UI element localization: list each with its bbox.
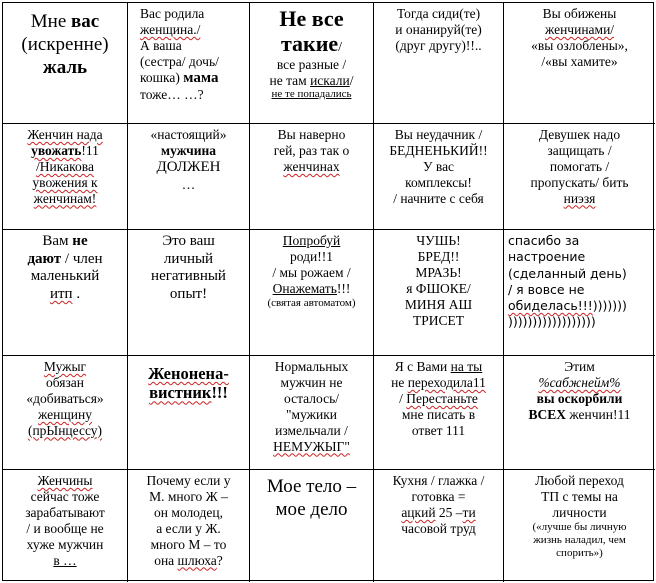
cell-text: зарабатывают	[25, 504, 105, 520]
cell-text: (прЫнцессу)	[27, 422, 103, 438]
cell-text: женчинам!	[33, 190, 97, 206]
cell-text: ВСЕХ женчин!11	[528, 406, 631, 422]
cell-text: У вас	[422, 158, 455, 174]
cell-text: «добиваться»	[26, 390, 104, 406]
cell-text: / Перестаньте	[399, 390, 478, 406]
cell-text: сейчас тоже	[30, 488, 100, 504]
cell-text: я ФШОКЕ/	[406, 280, 471, 296]
cell-text: /Никакова	[36, 158, 94, 174]
cell-text: ответ 111	[411, 422, 466, 438]
cell-text: гей, раз так о	[273, 142, 350, 158]
cell-text: спасибо за	[508, 233, 580, 248]
cell-text: такие/	[280, 31, 343, 57]
cell-text: мужчина	[160, 142, 217, 158]
cell-text: МРАЗЬ!	[415, 264, 462, 280]
cell-text: БРЕД!!	[417, 248, 460, 264]
cell-r1c1	[3, 3, 128, 124]
cell-r3c5	[504, 230, 655, 356]
cell-text: жизнь наладил, чем	[533, 533, 626, 546]
cell-text: %сабжнейм%	[538, 374, 621, 390]
cell-text: вы оскорбили	[536, 390, 623, 406]
cell-text: Вы наверно	[277, 127, 346, 142]
cell-text: обязан	[45, 374, 85, 390]
cell-r2c4	[374, 124, 504, 230]
cell-text: Любой переход	[535, 473, 624, 488]
cell-r5c5	[504, 470, 655, 582]
bingo-grid	[2, 2, 654, 581]
cell-text: Нормальных	[274, 359, 349, 374]
cell-r3c4	[374, 230, 504, 356]
cell-text: негативный	[151, 268, 226, 285]
cell-r2c2	[128, 124, 250, 230]
cell-text: БЕДНЕНЬКИЙ!!	[389, 142, 488, 158]
cell-r1c3	[250, 3, 374, 124]
cell-r5c4	[374, 470, 504, 582]
cell-text: личности	[552, 504, 607, 520]
cell-text: Вас родила	[140, 6, 205, 21]
cell-text: настроение	[508, 249, 586, 265]
cell-text: маленький	[30, 268, 100, 285]
cell-text: / я вовсе не	[508, 281, 585, 297]
cell-text: ниэзя	[563, 190, 596, 206]
cell-text: Вы обижены	[542, 6, 617, 21]
cell-text: "мужики	[286, 406, 337, 422]
cell-r4c2	[128, 356, 250, 470]
cell-text: «вы озлоблены»,	[531, 37, 628, 53]
cell-text: НЕМУЖЫГ"	[273, 438, 350, 454]
cell-text: помогать /	[549, 158, 610, 174]
cell-text: Кухня / глажка /	[392, 473, 485, 488]
cell-text: дают / член	[27, 250, 103, 267]
cell-text: и онанируй(те)	[395, 21, 482, 37]
cell-text: мое дело	[275, 498, 348, 520]
cell-text: М. много Ж –	[149, 488, 228, 504]
cell-text: женщина./	[140, 21, 201, 37]
cell-text: …	[181, 176, 196, 192]
cell-text: увожения к	[32, 174, 98, 190]
cell-text: опыт!	[169, 286, 208, 303]
cell-text: Мое тело –	[266, 476, 357, 497]
cell-text: «настоящий»	[150, 127, 227, 142]
cell-text: / начните с себя	[393, 190, 484, 206]
cell-r4c3	[250, 356, 374, 470]
cell-text: Женчины	[37, 473, 93, 488]
cell-text: роди!!1	[290, 248, 333, 264]
cell-text: / мы рожаем /	[272, 264, 351, 280]
cell-r2c5	[504, 124, 655, 230]
cell-text: Это ваш	[162, 233, 215, 249]
cell-text: вистник!!!	[149, 383, 228, 403]
cell-text: жаль	[42, 56, 88, 78]
cell-text: не переходила11	[391, 374, 486, 390]
cell-text: Попробуй	[282, 233, 341, 248]
cell-r5c1	[3, 470, 128, 582]
cell-text: не там искали/	[269, 72, 354, 88]
cell-text: готовка =	[411, 488, 466, 504]
cell-r2c3	[250, 124, 374, 230]
cell-text: пропускать/ бить	[530, 174, 629, 190]
cell-text: Мужыг	[43, 359, 87, 374]
cell-text: Вам не	[42, 233, 88, 249]
cell-r4c5	[504, 356, 655, 470]
cell-text: ТП с темы на	[541, 488, 618, 504]
cell-text: (святая автоматом)	[267, 296, 356, 309]
cell-text: («лучше бы личную	[532, 520, 627, 533]
cell-text: Этим	[564, 359, 595, 374]
cell-r1c5	[504, 3, 655, 124]
cell-text: Тогда сиди(те)	[396, 6, 481, 21]
cell-text: Мне вас	[30, 11, 100, 32]
cell-text: комплексы!	[405, 174, 472, 190]
cell-r5c3	[250, 470, 374, 582]
cell-text: а если у Ж.	[156, 520, 221, 536]
cell-text: кошка) мама	[140, 69, 219, 86]
cell-r1c4	[374, 3, 504, 124]
cell-r4c4	[374, 356, 504, 470]
cell-text: ТРИСЕТ	[412, 312, 464, 328]
cell-text: (искренне)	[21, 33, 109, 55]
cell-text: все разные /	[276, 56, 347, 72]
cell-r3c1	[3, 230, 128, 356]
cell-text: защищать /	[547, 142, 612, 158]
cell-r3c2	[128, 230, 250, 356]
cell-text: много М – то	[150, 536, 227, 552]
cell-text: спорить»)	[556, 546, 603, 559]
cell-text: (сестра/ дочь/	[140, 53, 219, 69]
cell-r3c3	[250, 230, 374, 356]
cell-text: МИНЯ АШ	[404, 296, 473, 312]
cell-text: Девушек надо	[538, 127, 621, 142]
cell-text: Женонена-	[148, 364, 229, 383]
cell-text: Женчин нада	[27, 127, 103, 142]
cell-text: он молодец,	[153, 504, 224, 520]
cell-text: (сделанный день)	[508, 265, 627, 281]
cell-text: Вы неудачник /	[394, 127, 483, 142]
cell-text: хуже мужчин	[26, 536, 104, 552]
cell-text: увожать!11	[31, 142, 99, 158]
cell-text: часовой труд	[401, 520, 476, 536]
cell-text: она шлюха?	[154, 552, 223, 568]
cell-r5c2	[128, 470, 250, 582]
cell-text: тоже… …?	[140, 87, 204, 103]
cell-text: /«вы хамите»	[541, 53, 618, 69]
cell-text: ))))))))))))))))))	[508, 314, 596, 330]
cell-text: мужчин не	[280, 374, 343, 390]
cell-text: (друг другу)!!..	[395, 37, 482, 53]
cell-text: женчинах	[283, 158, 340, 174]
cell-text: Я с Вами на ты	[394, 359, 483, 374]
cell-text: Онажемать!!!	[272, 280, 351, 296]
cell-text: не те попадались	[271, 88, 352, 101]
cell-r4c1	[3, 356, 128, 470]
cell-text: женчинами/	[544, 21, 615, 37]
cell-text: ДОЛЖЕН	[156, 158, 221, 175]
cell-text: / и вообще не	[26, 520, 104, 536]
cell-text: мне писать в	[401, 406, 476, 422]
cell-text: обиделась!!!)))))))	[508, 298, 627, 313]
cell-text: А ваша	[140, 37, 182, 53]
cell-text: в …	[53, 552, 77, 568]
cell-text: осталось/	[284, 390, 339, 406]
cell-text: Почему если у	[146, 473, 231, 488]
cell-text: личный	[163, 250, 214, 267]
cell-text: Не все	[279, 6, 344, 31]
cell-text: ацкий 25 –ти	[401, 504, 476, 520]
cell-text: измельчали /	[275, 422, 348, 438]
cell-text: ЧУШЬ!	[416, 233, 461, 248]
cell-r2c1	[3, 124, 128, 230]
cell-text: итп .	[49, 286, 81, 303]
cell-text: женщину	[38, 406, 92, 422]
cell-r1c2	[128, 3, 250, 124]
